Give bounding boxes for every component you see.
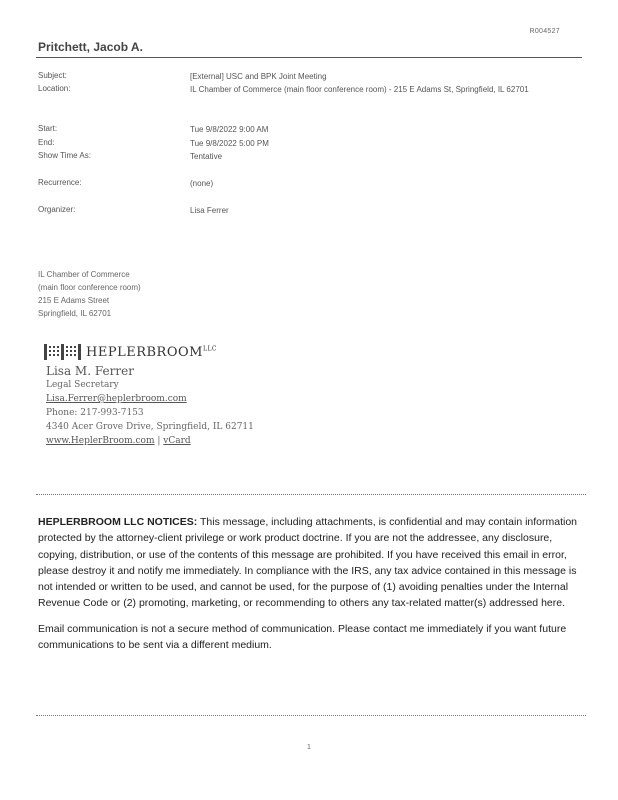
notice-body: This message, including attachments, is confidential and may contain information protected by the attorney-client privilege or work product doctrine. If you are not the addressee, any disclosure, copying, distribution, or use of the contents of this message are prohibited. If you have received this email in error, please destroy it and notify me immediately. In compliance with the IRS, any tax advice contained in this message is not intended or written to be used, and cannot be used, for the purpose of (1) avoiding penalties under the Internal Revenue Code or (2) promoting, marketing, or recommending to others any tax-related matter(s) addressed here. — [38, 516, 578, 610]
meeting-address — [38, 268, 141, 320]
notice-confidentiality — [38, 514, 584, 612]
meta-label: Location: — [38, 84, 71, 93]
meta-label: End: — [38, 138, 55, 147]
meta-value: Tentative — [190, 152, 223, 161]
logo-wordmark — [86, 345, 217, 360]
signature-vcard-link[interactable]: vCard — [163, 436, 191, 446]
address-line: 215 E Adams Street — [38, 296, 110, 305]
email-signature: Lisa M. Ferrer Legal Secretary Lisa.Ferrer@heplerbroom.com Phone: 217-993-7153 4340 Acer Grove Drive, Springfield, IL 62711 www.HeplerBroom.com | vCard — [46, 364, 254, 446]
signature-phone: Phone: 217-993-7153 — [46, 408, 144, 418]
signature-email-link[interactable]: Lisa.Ferrer@heplerbroom.com — [46, 394, 187, 404]
logo-suffix: LLC — [202, 345, 218, 353]
separator-dotted — [36, 494, 586, 495]
bates-number: R004527 — [529, 28, 560, 35]
meta-value: IL Chamber of Commerce (main floor conference room) - 215 E Adams St, Springfield, IL 62701 — [190, 85, 529, 94]
page-number: 1 — [307, 744, 311, 751]
legal-notice — [38, 514, 584, 662]
address-line: IL Chamber of Commerce — [38, 270, 130, 279]
meta-value: [External] USC and BPK Joint Meeting — [190, 72, 327, 81]
meta-value: Tue 9/8/2022 9:00 AM — [190, 125, 269, 134]
address-line: Springfield, IL 62701 — [38, 309, 112, 318]
notice-secure-communication: Email communication is not a secure method of communication. Please contact me immediately if you want future communications to be sent via a different medium. — [38, 622, 567, 652]
separator-dotted-bottom — [36, 715, 586, 716]
meta-label: Recurrence: — [38, 178, 82, 187]
header-rule — [36, 57, 582, 58]
meta-value: Tue 9/8/2022 5:00 PM — [190, 139, 269, 148]
meta-label: Subject: — [38, 71, 67, 80]
notice-heading: HEPLERBROOM LLC NOTICES: — [38, 516, 198, 528]
address-line: (main floor conference room) — [38, 283, 141, 292]
signature-name: Lisa M. Ferrer — [46, 364, 134, 378]
meta-label: Start: — [38, 124, 58, 133]
recipient-name: Pritchett, Jacob A. — [38, 40, 143, 54]
logo-mark-icon — [44, 344, 82, 360]
meta-label: Show Time As: — [38, 151, 91, 160]
signature-website-link[interactable]: www.HeplerBroom.com — [46, 436, 155, 446]
meta-value: Lisa Ferrer — [190, 206, 229, 215]
signature-title: Legal Secretary — [46, 380, 119, 390]
meta-label: Organizer: — [38, 205, 76, 214]
logo-name: HEPLERBROOM — [86, 344, 203, 360]
signature-street: 4340 Acer Grove Drive, Springfield, IL 62711 — [46, 422, 254, 432]
heplerbroom-logo — [44, 344, 217, 360]
meta-value: (none) — [190, 179, 214, 188]
